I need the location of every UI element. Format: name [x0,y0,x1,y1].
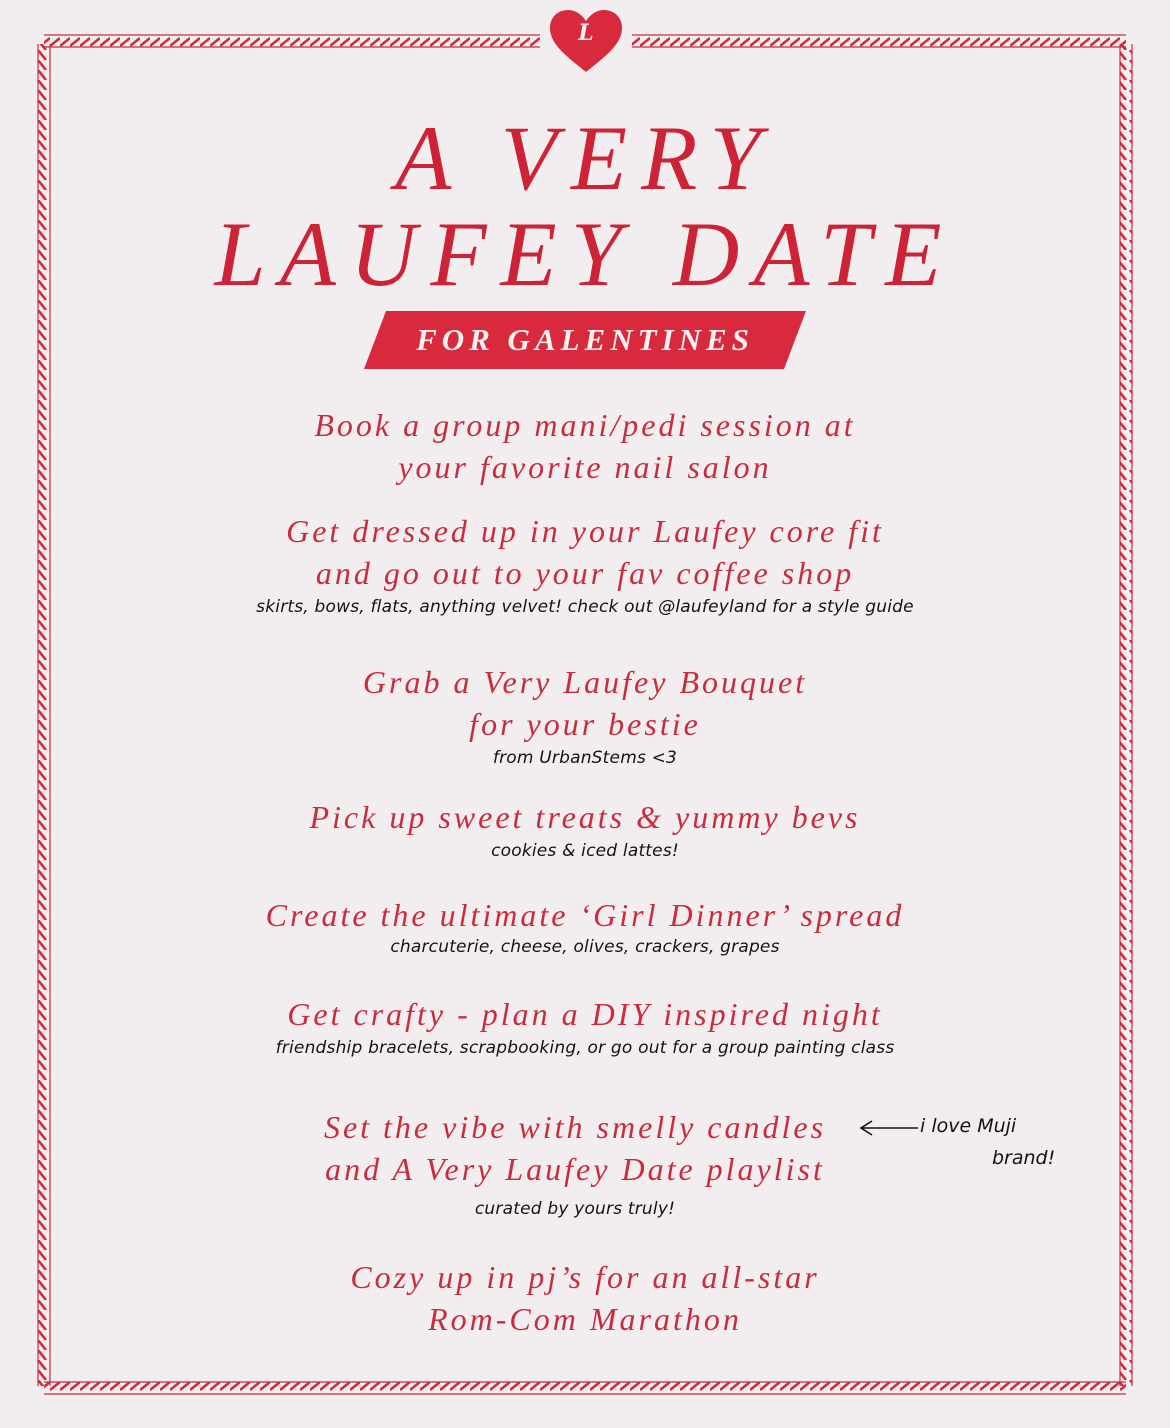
item-note: cookies & iced lattes! [491,841,679,861]
item-line: Set the vibe with smelly candles [323,1109,827,1145]
side-note-line-1: i love Muji [920,1115,1017,1137]
item-line: Cozy up in pj’s for an all-star [350,1259,820,1295]
list-item [160,894,1010,958]
item-line: your favorite nail salon [398,449,772,485]
list-item [160,1256,1010,1340]
item-line: and A Very Laufey Date playlist [325,1151,825,1187]
title-line-2: LAUFEY DATE [214,203,956,305]
side-note [920,1110,1080,1174]
item-line: Create the ultimate ‘Girl Dinner’ spread [265,897,905,933]
title-line-1: A VERY [395,107,775,209]
item-line: Get crafty - plan a DIY inspired night [287,996,883,1032]
item-note: skirts, bows, flats, anything velvet! check out @laufeyland for a style guide [256,597,914,617]
arrow-left-icon [858,1118,920,1138]
list-item [160,510,1010,620]
item-line: and go out to your fav coffee shop [315,555,855,591]
item-line: Rom-Com Marathon [428,1301,742,1337]
list-item [160,796,1010,864]
item-line: Pick up sweet treats & yummy bevs [309,799,861,835]
list-item [160,993,1010,1061]
item-note: from UrbanStems <3 [492,748,678,768]
side-note-line-2: brand! [992,1147,1056,1169]
heart-logo-letter: L [578,20,594,46]
item-line: for your bestie [469,706,701,742]
banner-label: FOR GALENTINES [416,322,754,357]
item-note: friendship bracelets, scrapbooking, or go out for a group painting class [275,1038,895,1058]
item-note: curated by yours truly! [474,1199,676,1219]
item-note: charcuterie, cheese, olives, crackers, grapes [390,937,780,957]
item-line: Book a group mani/pedi session at [314,407,856,443]
item-line: Grab a Very Laufey Bouquet [362,664,808,700]
list-item [160,661,1010,771]
item-line: Get dressed up in your Laufey core fit [286,513,884,549]
list-item [160,404,1010,488]
